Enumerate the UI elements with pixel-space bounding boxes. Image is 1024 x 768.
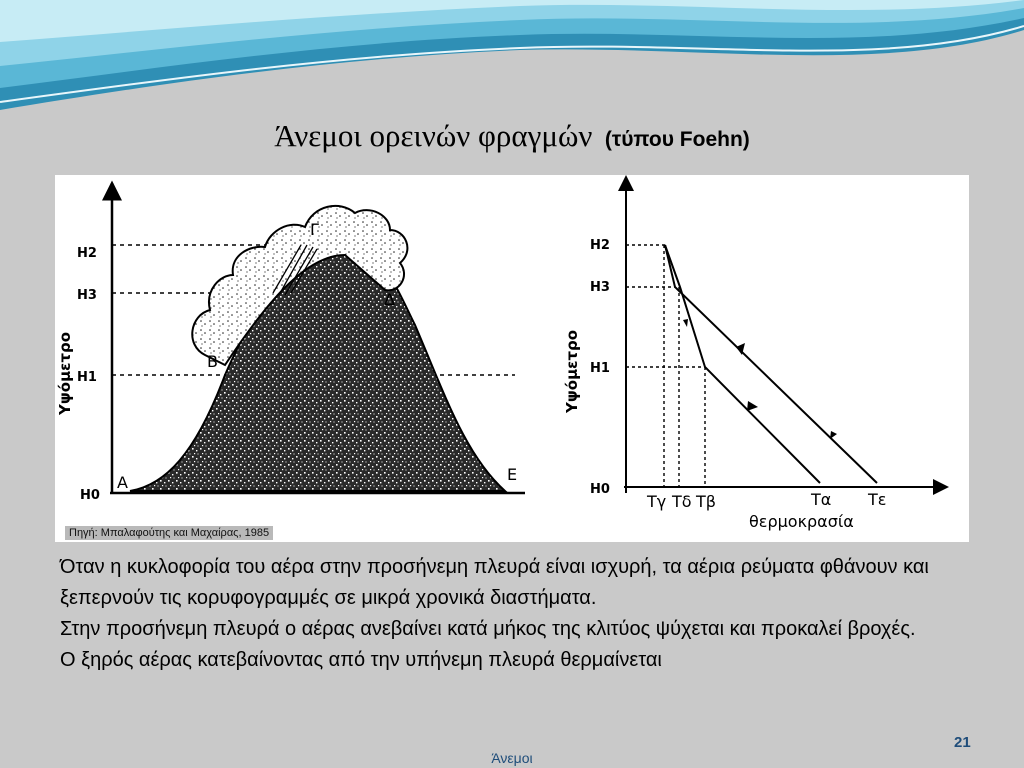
right-y-axis-label: Υψόμετρο [563, 329, 581, 413]
paragraph-3: Ο ξηρός αέρας κατεβαίνοντας από την υπήνεμη πλευρά θερμαίνεται [60, 649, 662, 671]
mountain-shape [130, 253, 505, 491]
windward-path [665, 245, 820, 483]
temp-tb: Τβ [696, 492, 716, 511]
figure-source: Πηγή: Μπαλαφούτης και Μαχαίρας, 1985 [65, 526, 273, 540]
slide-footer: Άνεμοι [491, 750, 533, 766]
paragraph-1: Όταν η κυκλοφορία του αέρα στην προσήνεμη πλευρά είναι ισχυρή, τα αέρια ρεύματα φθάνουν και ξεπερνούν τις κορυφογραμμές σε μικρά χρονικά διαστήματα. [60, 556, 929, 609]
arrow-up-1 [747, 401, 758, 411]
temp-ta: Τα [811, 490, 832, 509]
right-label-h1: H1 [590, 361, 610, 376]
right-diagram [563, 177, 947, 531]
slide-number: 21 [954, 734, 971, 751]
point-a: A [117, 473, 128, 492]
temp-tg: Τγ [647, 492, 667, 511]
point-b: B [207, 352, 218, 371]
arrow-down-2 [830, 431, 837, 439]
temp-td: Τδ [672, 492, 692, 511]
foehn-figure [55, 175, 969, 542]
foehn-diagrams [55, 175, 969, 542]
left-label-h0: H0 [80, 488, 100, 503]
title-main: Άνεμοι ορεινών φραγμών [274, 118, 593, 153]
slide-title [0, 118, 1024, 154]
point-g: Γ [310, 220, 319, 239]
point-d: Δ [384, 290, 395, 309]
right-label-h0: H0 [590, 482, 610, 497]
right-label-h2: H2 [590, 238, 610, 253]
paragraph-2: Στην προσήνεμη πλευρά ο αέρας ανεβαίνει κατά μήκος της κλιτύος ψύχεται και προκαλεί βροχές. [60, 618, 916, 640]
right-guide-lines [626, 245, 705, 487]
right-label-h3: H3 [590, 280, 610, 295]
temp-te: Τε [868, 490, 887, 509]
left-label-h2: H2 [77, 246, 97, 261]
left-diagram [56, 183, 525, 503]
arrow-up-2 [683, 319, 688, 327]
point-e: E [507, 465, 518, 484]
leeward-path [665, 245, 877, 483]
right-x-axis-label: θερμοκρασία [749, 512, 854, 531]
left-label-h1: H1 [77, 370, 97, 385]
left-label-h3: H3 [77, 288, 97, 303]
left-y-axis-label: Υψόμετρο [56, 331, 74, 415]
body-text [60, 552, 980, 676]
title-subtitle: (τύπου Foehn) [604, 128, 750, 151]
